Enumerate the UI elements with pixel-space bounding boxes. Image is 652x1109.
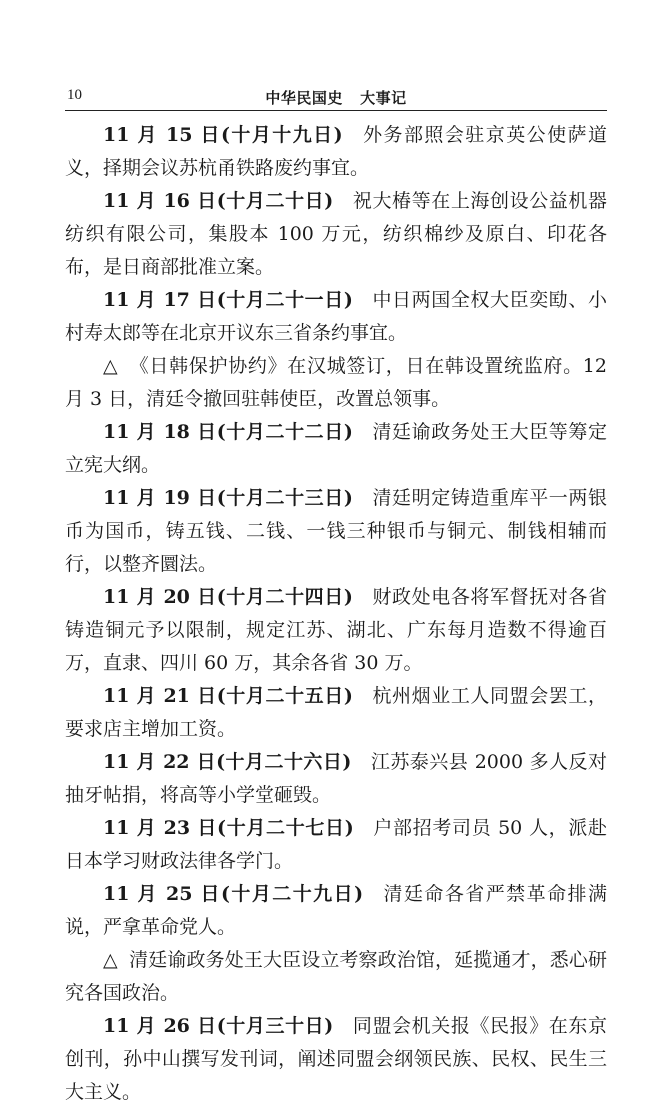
- entry-date: 11 月 16 日(十月二十日): [103, 190, 334, 212]
- entry-text: 清廷谕政务处王大臣等筹定立宪大纲。: [65, 421, 607, 476]
- entry-nov-17-supplement: [65, 350, 607, 416]
- page-number: 10: [67, 87, 82, 103]
- running-title: 中华民国史 大事记: [265, 89, 407, 107]
- entry-text: 《日韩保护协约》在汉城签订，日在韩设置统监府。12 月 3 日，清廷令撤回驻韩使臣，改置总领事。: [65, 355, 607, 410]
- entry-date: 11 月 20 日(十月二十四日): [103, 586, 353, 608]
- entry-text: 清廷命各省严禁革命排满说，严拿革命党人。: [65, 883, 607, 938]
- triangle-marker-icon: △: [103, 355, 119, 377]
- entry-nov-25: [65, 878, 607, 944]
- page-header: [65, 82, 607, 111]
- entry-text: 祝大椿等在上海创设公益机器纺织有限公司，集股本 100 万元，纺织棉纱及原白、印花各布，是日商部批准立案。: [65, 190, 607, 278]
- entry-text: 江苏泰兴县 2000 多人反对抽牙帖捐，将高等小学堂砸毁。: [65, 751, 607, 806]
- entry-nov-25-supplement: [65, 944, 607, 1010]
- entry-text: 清廷明定铸造重库平一两银币为国币，铸五钱、二钱、一钱三种银币与铜元、制钱相辅而行，以整齐圜法。: [65, 487, 607, 575]
- entry-nov-23: [65, 812, 607, 878]
- entry-nov-19: [65, 482, 607, 581]
- entry-date: 11 月 15 日(十月十九日): [103, 124, 343, 146]
- entry-date: 11 月 26 日(十月三十日): [103, 1015, 334, 1037]
- entry-text: 外务部照会驻京英公使萨道义，择期会议苏杭甬铁路废约事宜。: [65, 124, 607, 179]
- entry-nov-18: [65, 416, 607, 482]
- entry-date: 11 月 22 日(十月二十六日): [103, 751, 352, 773]
- entry-date: 11 月 25 日(十月二十九日): [103, 883, 364, 905]
- entry-nov-16: [65, 185, 607, 284]
- entry-text: 财政处电各将军督抚对各省铸造铜元予以限制，规定江苏、湖北、广东每月造数不得逾百万，直隶、四川 60 万，其余各省 30 万。: [65, 586, 607, 674]
- entry-nov-22: [65, 746, 607, 812]
- entry-nov-21: [65, 680, 607, 746]
- entry-date: 11 月 19 日(十月二十三日): [103, 487, 353, 509]
- entry-text: 中日两国全权大臣奕劻、小村寿太郎等在北京开议东三省条约事宜。: [65, 289, 607, 344]
- entry-date: 11 月 18 日(十月二十二日): [103, 421, 353, 443]
- entry-text: 清廷谕政务处王大臣设立考察政治馆，延揽通才，悉心研究各国政治。: [65, 949, 607, 1004]
- entry-nov-15: [65, 119, 607, 185]
- entry-text: 户部招考司员 50 人，派赴日本学习财政法律各学门。: [65, 817, 607, 872]
- book-page: [65, 82, 607, 1109]
- triangle-marker-icon: △: [103, 949, 118, 971]
- chronology-entries: [65, 119, 607, 1109]
- entry-text: 杭州烟业工人同盟会罢工，要求店主增加工资。: [65, 685, 607, 740]
- entry-text: 同盟会机关报《民报》在东京创刊，孙中山撰写发刊词，阐述同盟会纲领民族、民权、民生三大主义。: [65, 1015, 607, 1103]
- entry-date: 11 月 17 日(十月二十一日): [103, 289, 353, 311]
- entry-nov-17: [65, 284, 607, 350]
- entry-date: 11 月 21 日(十月二十五日): [103, 685, 353, 707]
- entry-nov-26: [65, 1010, 607, 1109]
- entry-date: 11 月 23 日(十月二十七日): [103, 817, 354, 839]
- entry-nov-20: [65, 581, 607, 680]
